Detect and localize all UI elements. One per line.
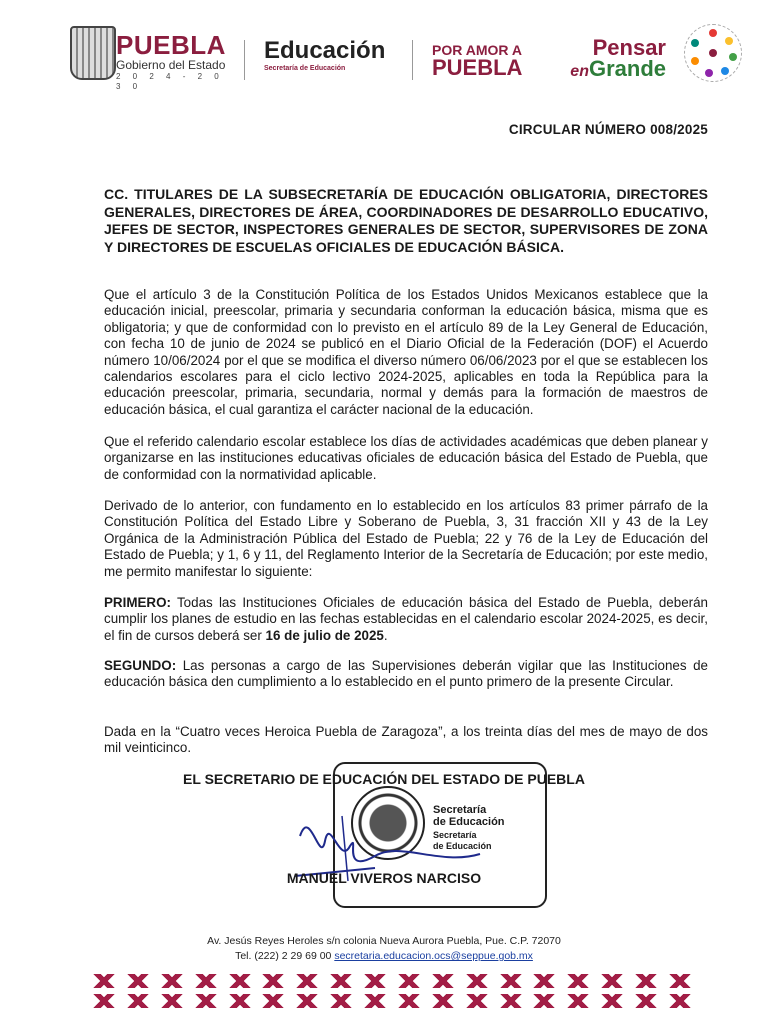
segundo-text: Las personas a cargo de las Supervisiones deberán vigilar que las Instituciones de educación básica den cumplimiento a lo establecido en el punto primero de la presente Circular. — [104, 658, 708, 690]
educacion-logo-subtitle: Secretaría de Educación — [264, 65, 346, 72]
decorative-border-top — [92, 974, 692, 990]
paragraph-primero — [104, 595, 708, 644]
amor-logo-top: POR AMOR A — [432, 42, 522, 58]
end-of-course-date: 16 de julio de 2025 — [265, 627, 384, 643]
recipients-heading: CC. TITULARES DE LA SUBSECRETARÍA DE EDUCACIÓN OBLIGATORIA, DIRECTORES GENERALES, DIRECTORES DE ÁREA, COORDINADORES DE DESARROLLO EDUCATIVO, JEFES DE SECTOR, INSPECTORES GENERALES DE SECTOR, SUPERVISORES DE ZONA Y DIRECTORES DE ESCUELAS OFICIALES DE EDUCACIÓN BÁSICA. — [104, 186, 708, 255]
puebla-logo-years: 2 0 2 4 - 2 0 3 0 — [116, 72, 224, 91]
footer-phone-email — [0, 949, 768, 964]
logo-divider — [412, 40, 413, 80]
paragraph-calendar: Que el referido calendario escolar establece los días de actividades académicas que deben planear y organizarse en las instituciones educativas oficiales de educación básica del Estado de Puebla, que de conformidad con la normatividad aplicable. — [104, 434, 708, 482]
puebla-logo — [116, 32, 236, 92]
stamp-line-1: Secretaría — [433, 804, 487, 816]
footer-email-link[interactable]: secretaria.educacion.ocs@seppue.gob.mx — [334, 950, 533, 962]
footer-phone: Tel. (222) 2 29 69 00 — [235, 950, 332, 962]
decorative-border-bottom — [92, 994, 692, 1010]
pensar-logo-bottom — [556, 58, 666, 83]
primero-label: PRIMERO: — [104, 595, 171, 610]
stamp-line-3: Secretaría — [433, 830, 477, 840]
signer-title: EL SECRETARIO DE EDUCACIÓN DEL ESTADO DE PUEBLA — [183, 771, 585, 787]
circular-number: CIRCULAR NÚMERO 008/2025 — [508, 122, 708, 137]
paragraph-segundo — [104, 658, 708, 691]
pensar-logo-en: en — [570, 63, 589, 80]
puebla-logo-title: PUEBLA — [116, 30, 226, 60]
circular-emblem-icon — [684, 24, 742, 82]
segundo-label: SEGUNDO: — [104, 658, 177, 673]
pensar-en-grande-logo — [556, 35, 666, 83]
state-coat-of-arms-icon — [70, 26, 116, 80]
footer-contact — [0, 934, 768, 964]
paragraph-dated: Dada en la “Cuatro veces Heroica Puebla de Zaragoza”, a los treinta días del mes de mayo de dos mil veinticinco. — [104, 724, 708, 756]
puebla-logo-subtitle: Gobierno del Estado — [116, 58, 226, 72]
logo-divider — [244, 40, 245, 80]
pensar-logo-grande: Grande — [588, 56, 666, 81]
stamp-line-4: de Educación — [433, 841, 492, 851]
paragraph-constitutional-basis: Que el artículo 3 de la Constitución Política de los Estados Unidos Mexicanos establece que la educación inicial, preescolar, primaria y secundaria conforman la educación básica, misma que es obligatoria; y que de conformidad con lo previsto en el artículo 89 de la Ley General de Educación, con fecha 10 de junio de 2024 se publicó en el Diario Oficial de la Federación (DOF) el Acuerdo número 10/06/2024 por el que se modifica el diverso número 06/06/2023 por el que se establecen los calendarios escolares para el ciclo lectivo 2024-2025, aplicables en toda la República para la educación preescolar, primaria, secundaria, normal y demás para la formación de maestros de educación básica, el cual garantiza el carácter nacional de la educación. — [104, 287, 708, 417]
educacion-logo-title: Educación — [264, 37, 386, 64]
stamp-line-2: de Educación — [433, 816, 505, 828]
primero-end: . — [383, 627, 388, 643]
primero-text: Todas las Instituciones Oficiales de educación básica del Estado de Puebla, deberán cumplir los planes de estudio en las fechas establecidas en el calendario escolar 2024-2025, es decir, el fin de cursos deberá ser — [104, 595, 708, 643]
amor-logo-main: PUEBLA — [432, 55, 523, 80]
pensar-logo-top: Pensar — [592, 35, 666, 60]
por-amor-a-puebla-logo — [432, 42, 522, 78]
educacion-logo — [264, 38, 385, 73]
letterhead — [66, 24, 746, 91]
footer-address: Av. Jesús Reyes Heroles s/n colonia Nueva Aurora Puebla, Pue. C.P. 72070 — [207, 935, 561, 947]
signer-name: MANUEL VIVEROS NARCISO — [286, 870, 482, 886]
paragraph-legal-foundation: Derivado de lo anterior, con fundamento en lo establecido en los artículos 83 primer párrafo de la Constitución Política del Estado Libre y Soberano de Puebla, 3, 31 fracción XII y 43 de la Ley Orgánica de la Administración Pública del Estado de Puebla; 22 y 76 de la Ley de Educación del Estado de Puebla; y 1, 6 y 11, del Reglamento Interior de la Secretaría de Educación; por este medio, me permito manifestar lo siguiente: — [104, 498, 708, 579]
